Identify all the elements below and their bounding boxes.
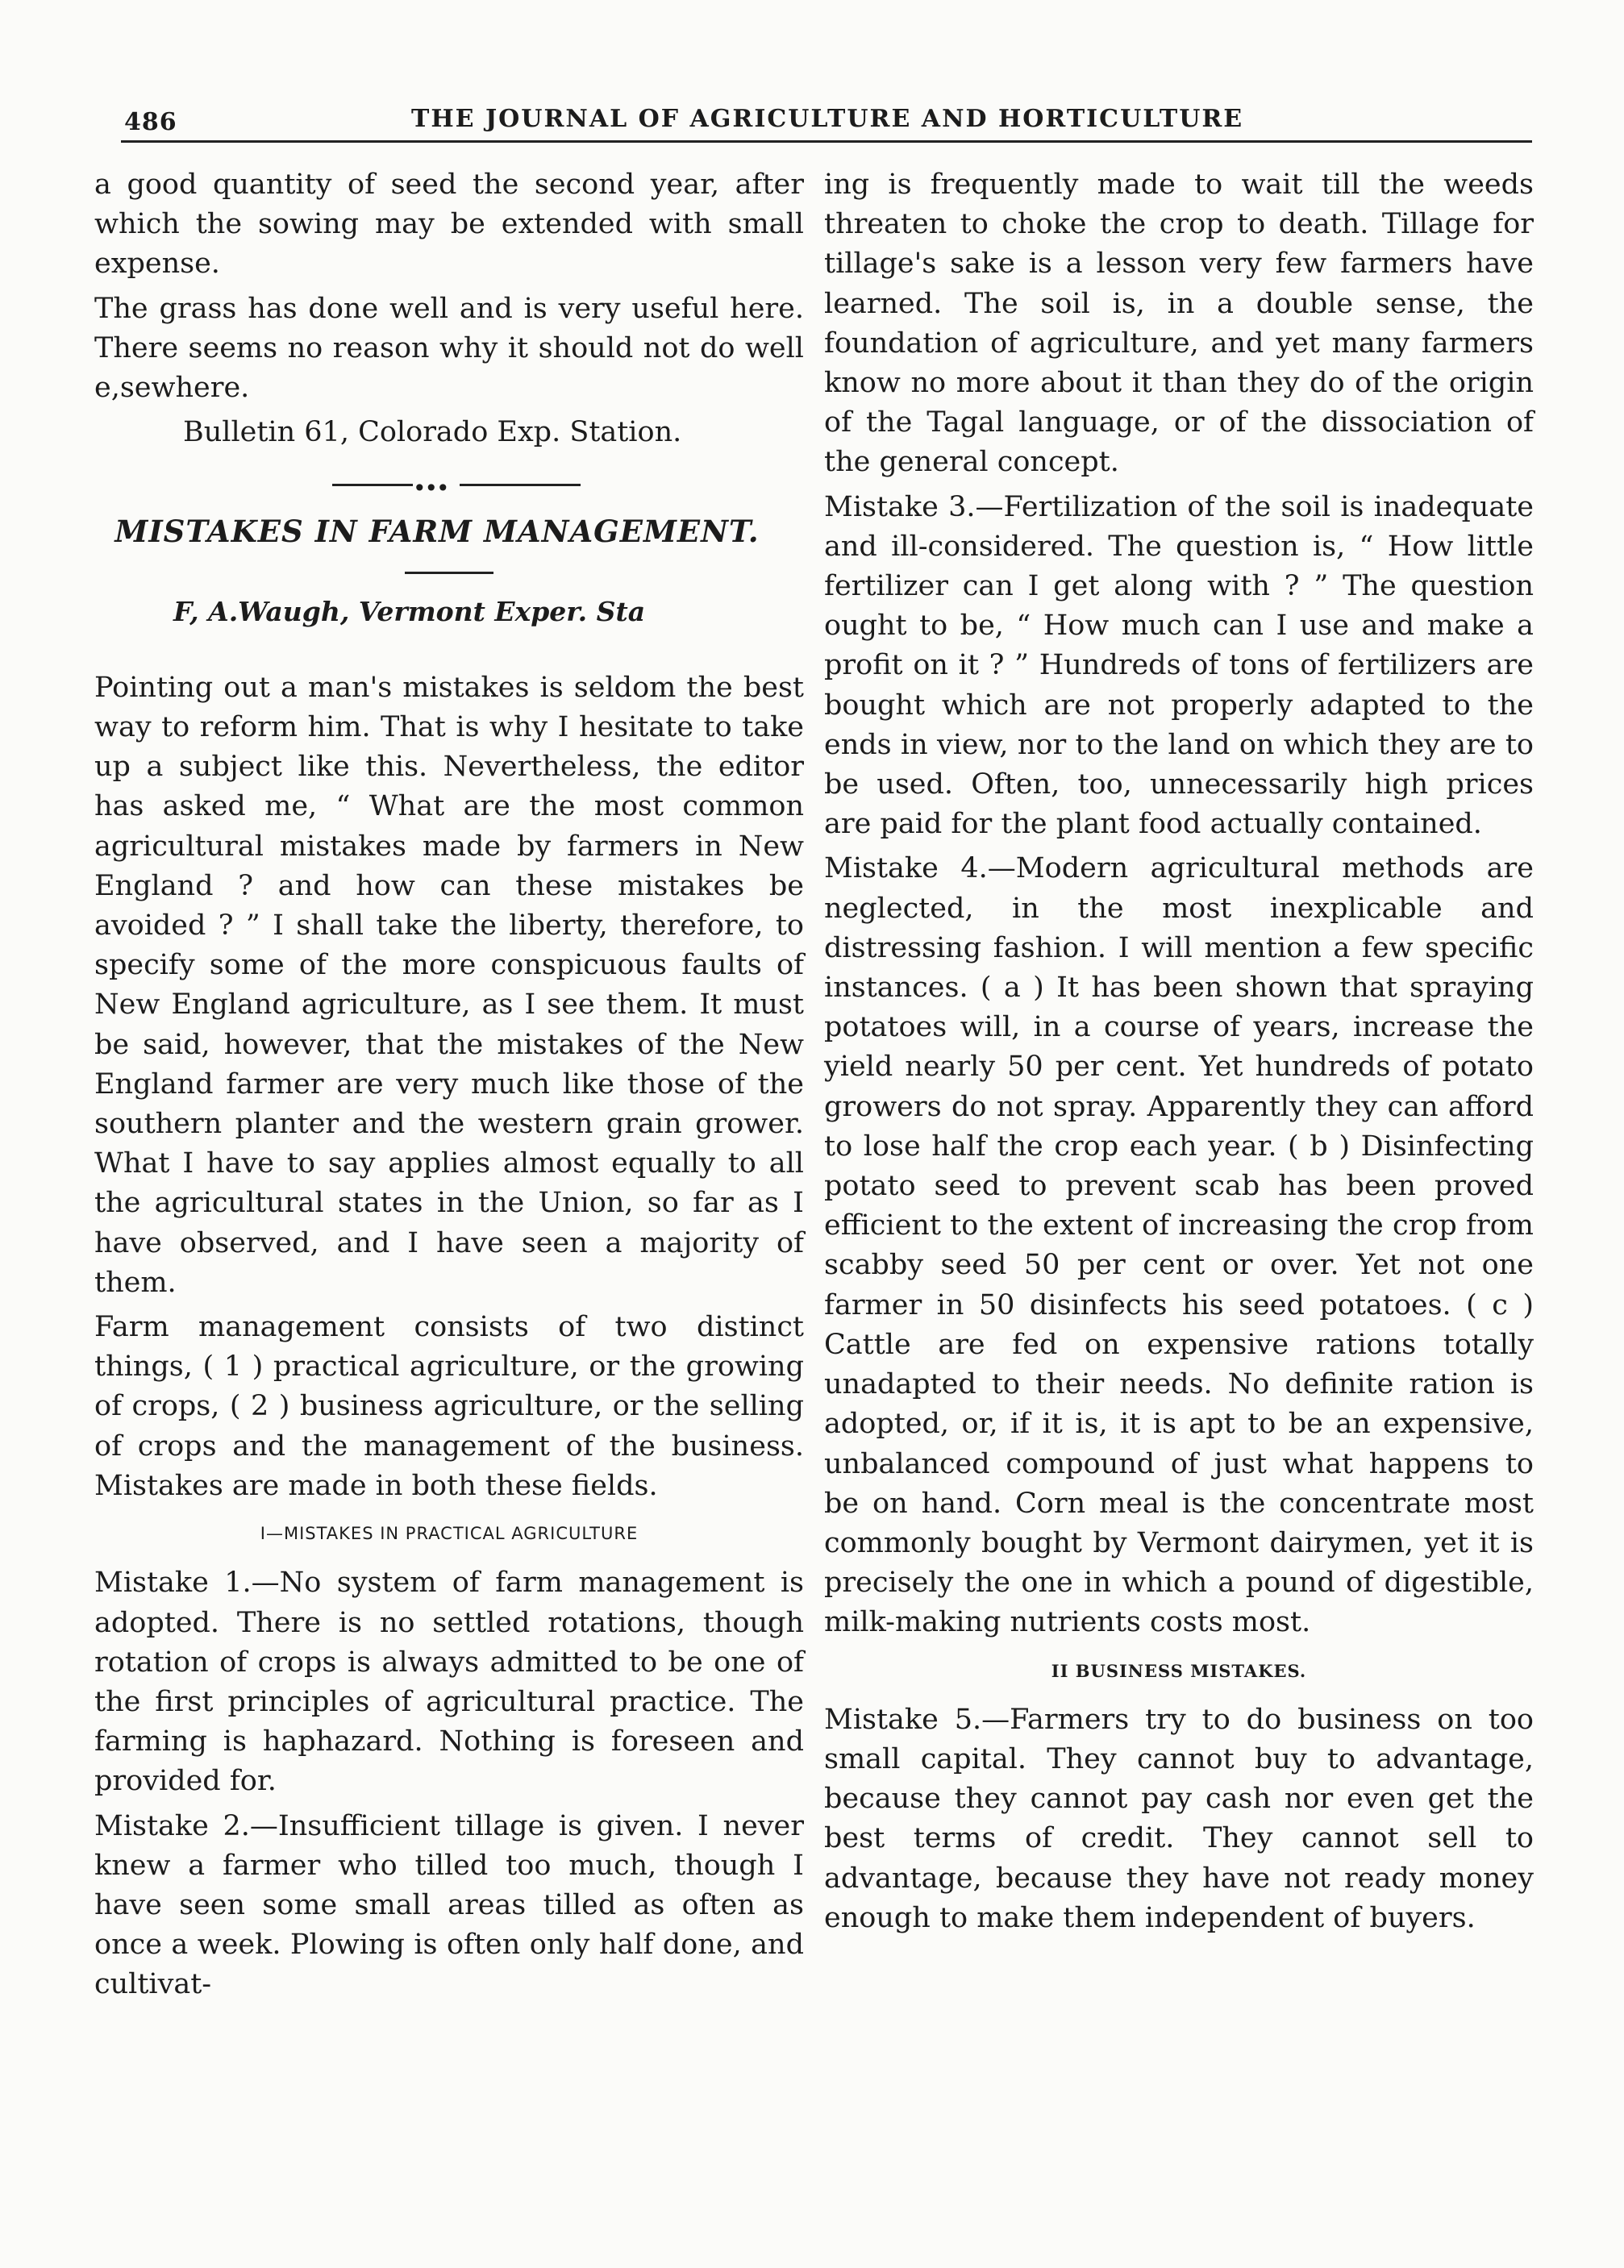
section-heading-business: II BUSINESS MISTAKES.	[1051, 1660, 1307, 1681]
page-number: 486	[124, 108, 177, 136]
left-column	[94, 165, 804, 2010]
right-column	[824, 165, 1534, 1943]
mistake-1: Mistake 1.—No system of farm management is adopted. There is no settled rotations, though rotation of crops is always admitted to be one of the first principles of agricultural practice. The farming is haphazard. Nothing is foreseen and provided for.	[94, 1567, 804, 1798]
bulletin-source: Bulletin 61, Colorado Exp. Station.	[183, 416, 682, 449]
mistake-3: Mistake 3.—Fertilization of the soil is inadequate and ill-considered. The question is, “ How little fertilizer can I get along with ? ” The question ought to be, “ How much can I use and make a profit on it ? ” Hundreds of tons of fertilizers are bought which are not properly adapted to the ends in view, nor to the land on which they are to be used. Often, too, unnecessarily high prices are paid for the plant food actually contained.	[824, 490, 1534, 841]
mistake-2: Mistake 2.—Insufficient tillage is given. I never knew a farmer who tilled too much, though I have seen some small areas tilled as often as once a week. Plowing is often only half done, and cultivat-	[94, 1809, 804, 2001]
continuation-paragraph: ing is frequently made to wait till the weeds threaten to choke the crop to death. Tillage for tillage's sake is a lesson very few farmers have learned. The soil is, in a double sense, the foundation of agriculture, and yet many farmers know no more about it than they do of the origin of the Tagal language, or of the dissociation of the general concept.	[824, 169, 1534, 479]
intro-paragraph-2: The grass has done well and is very useful here. There seems no reason why it should not do well e,sewhere.	[94, 292, 804, 405]
body-paragraph-1: Pointing out a man's mistakes is seldom the best way to reform him. That is why I hesitate to take up a subject like this. Nevertheless, the editor has asked me, “ What are the most common agricultural mistakes made by farmers in New England ? and how can these mistakes be avoided ? ” I shall take the liberty, therefore, to specify some of the more conspicuous faults of New England agriculture, as I see them. It must be said, however, that the mistakes of the New England farmer are very much like those of the southern planter and the western grain grower. What I have to say applies almost equally to all the agricultural states in the Union, so far as I have observed, and I have seen a majority of them.	[94, 671, 804, 1299]
ornament-divider	[94, 462, 804, 507]
header-rule	[121, 140, 1532, 143]
ornament-dots: •••	[413, 475, 448, 502]
title-rule	[405, 572, 493, 574]
journal-title: THE JOURNAL OF AGRICULTURE AND HORTICULTURE	[411, 105, 1244, 133]
ornament-line-left	[332, 484, 413, 486]
mistake-4: Mistake 4.—Modern agricultural methods are neglected, in the most inexplicable and distressing fashion. I will mention a few specific instances. ( a ) It has been shown that spraying potatoes will, in a course of years, increase the yield nearly 50 per cent. Yet hundreds of potato growers do not spray. Apparently they can afford to lose half the crop each year. ( b ) Disinfecting potato seed to prevent scab has been proved efficient to the extent of increasing the crop from scabby seed 50 per cent or over. Yet not one farmer in 50 disinfects his seed potatoes. ( c ) Cattle are fed on expensive rations totally unadapted to their needs. No definite ration is adopted, or, if it is, it is apt to be an expensive, unbalanced compound of just what happens to be on hand. Corn meal is the concentrate most commonly bought by Vermont dairymen, yet it is precisely the one in which a pound of digestible, milk-making nutrients costs most.	[824, 852, 1534, 1639]
intro-paragraph-1: a good quantity of seed the second year, after which the sowing may be extended with small expense.	[94, 169, 804, 281]
page-header	[89, 98, 1524, 147]
author-byline: F, A.Waugh, Vermont Exper. Sta	[173, 595, 646, 627]
section-heading-practical: I—MISTAKES IN PRACTICAL AGRICULTURE	[260, 1524, 639, 1544]
mistake-5: Mistake 5.—Farmers try to do business on too small capital. They cannot buy to advantage, because they cannot pay cash nor even get the best terms of credit. They cannot sell to advantage, because they have not ready money enough to make them independent of buyers.	[824, 1703, 1534, 1934]
article-title: MISTAKES IN FARM MANAGEMENT.	[115, 514, 760, 550]
ornament-line-right	[460, 484, 581, 486]
body-paragraph-2: Farm management consists of two distinct things, ( 1 ) practical agriculture, or the growing of crops, ( 2 ) business agriculture, or the selling of crops and the management of the business. Mistakes are made in both these fields.	[94, 1311, 804, 1502]
